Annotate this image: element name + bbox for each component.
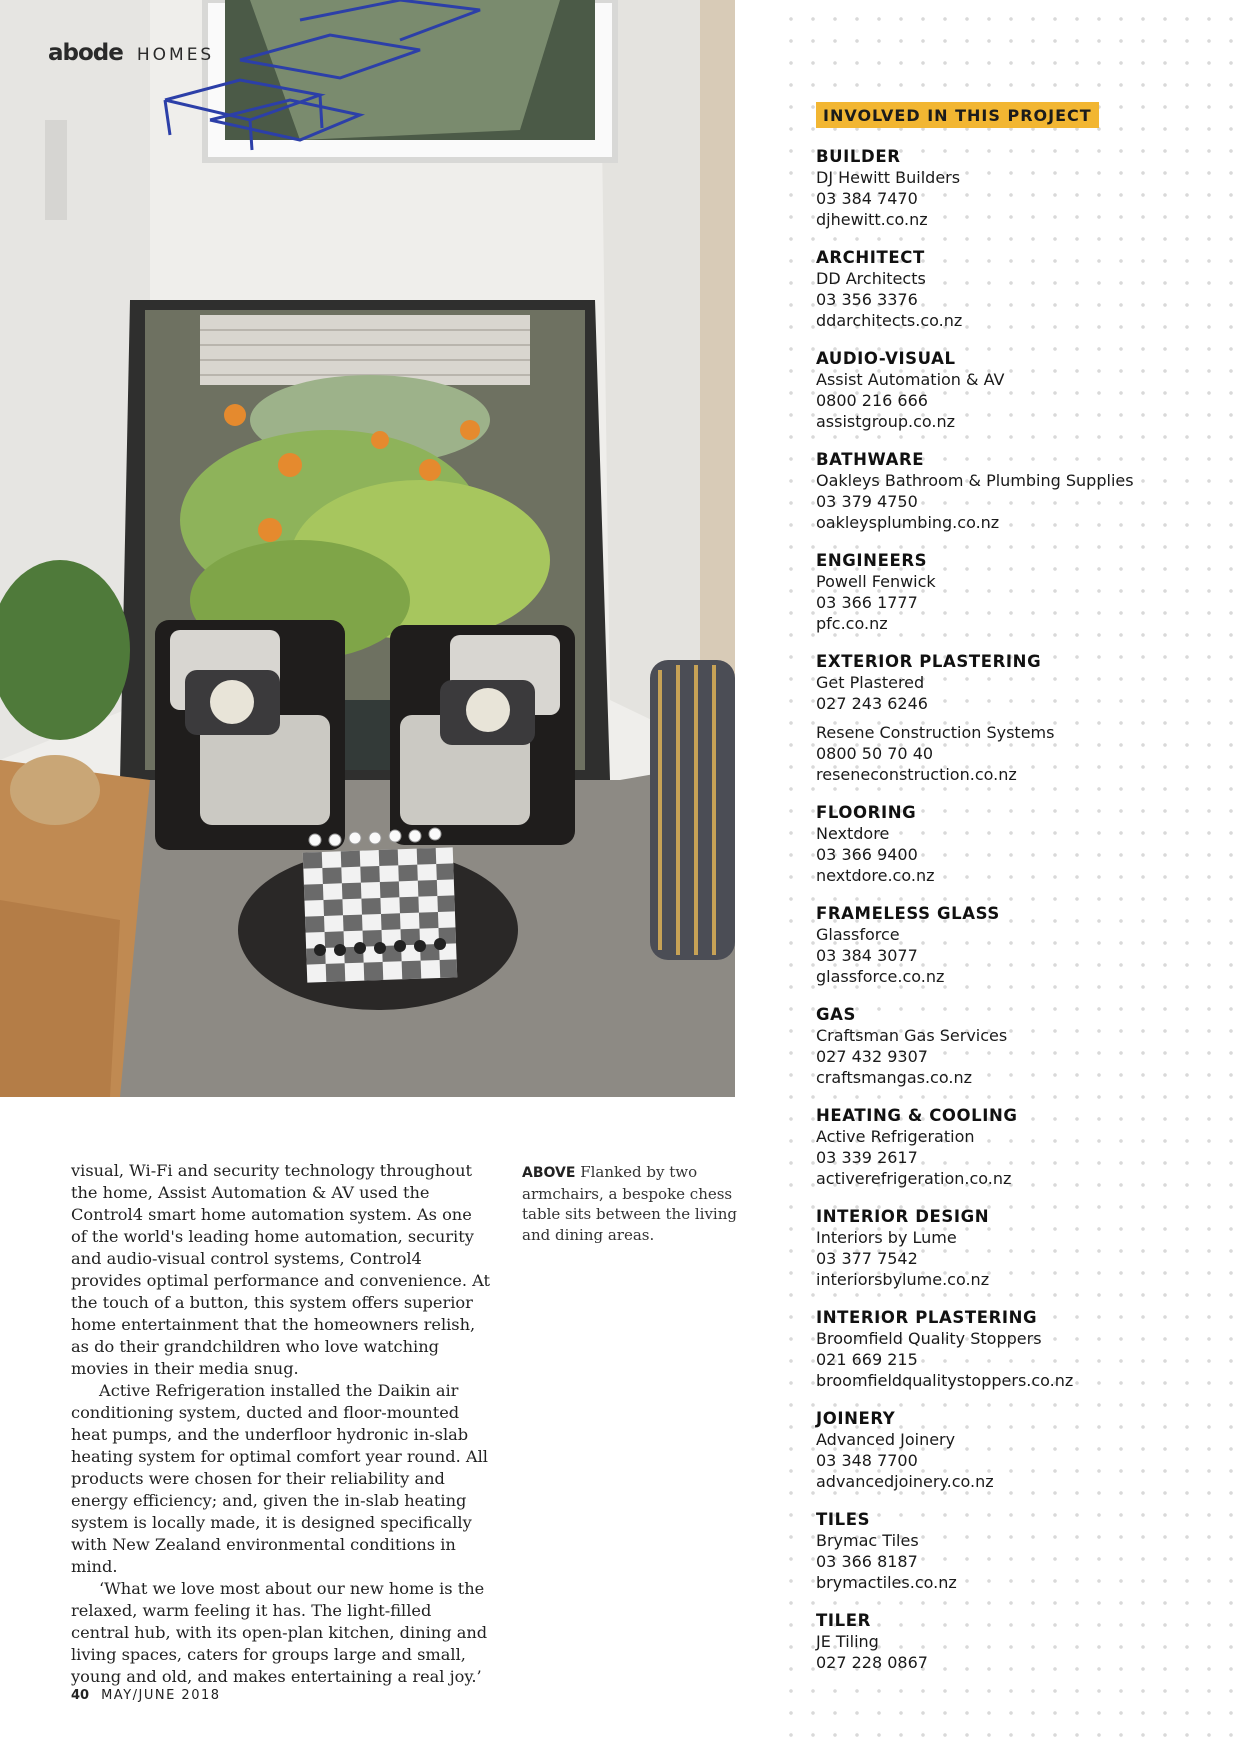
firm-phone: 03 366 9400 [816, 845, 918, 864]
credit-category: BUILDER [816, 147, 901, 166]
firm-name: Brymac Tiles [816, 1531, 919, 1550]
firm-phone: 027 243 6246 [816, 694, 928, 713]
body-paragraph: Active Refrigeration installed the Daikin air conditioning system, ducted and floor-mounted heat pumps, and the underfloor hydronic in-slab heating system for optimal comfort year round. All products were chosen for their reliability and energy efficiency; and, given the in-slab heating system is locally made, it is designed specifically with New Zealand environmental conditions in mind. [71, 1381, 488, 1576]
credit-entry-builder [816, 146, 1236, 230]
firm-name: Assist Automation & AV [816, 370, 1005, 389]
sidebar-heading: INVOLVED IN THIS PROJECT [816, 102, 1099, 128]
firm-website[interactable]: ddarchitects.co.nz [816, 311, 963, 330]
credit-entry-audio-visual [816, 348, 1236, 432]
firm-website[interactable]: interiorsbylume.co.nz [816, 1270, 990, 1289]
body-text-column [71, 1160, 491, 1688]
firm-website[interactable]: assistgroup.co.nz [816, 412, 956, 431]
credit-entry-architect [816, 247, 1236, 331]
credit-entry-bathware [816, 449, 1236, 533]
firm-website[interactable]: activerefrigeration.co.nz [816, 1169, 1012, 1188]
firm-website[interactable]: craftsmangas.co.nz [816, 1068, 972, 1087]
credit-firm [816, 1328, 1236, 1391]
firm-name: DD Architects [816, 269, 926, 288]
firm-website[interactable]: advancedjoinery.co.nz [816, 1472, 994, 1491]
firm-name: Advanced Joinery [816, 1430, 956, 1449]
credit-firm [816, 268, 1236, 331]
credit-category: BATHWARE [816, 450, 925, 469]
credit-category: AUDIO-VISUAL [816, 349, 956, 368]
firm-name: Interiors by Lume [816, 1228, 957, 1247]
firm-name: DJ Hewitt Builders [816, 168, 961, 187]
credit-firm [816, 1025, 1236, 1088]
firm-phone: 027 228 0867 [816, 1653, 928, 1672]
firm-website[interactable]: djhewitt.co.nz [816, 210, 928, 229]
credit-category: JOINERY [816, 1409, 896, 1428]
firm-name: Resene Construction Systems [816, 723, 1055, 742]
credit-category: FRAMELESS GLASS [816, 904, 1000, 923]
firm-website[interactable]: glassforce.co.nz [816, 967, 945, 986]
section-label: HOMES [136, 45, 215, 65]
firm-phone: 021 669 215 [816, 1350, 918, 1369]
body-paragraph: ‘What we love most about our new home is the relaxed, warm feeling it has. The light-filled central hub, with its open-plan kitchen, dining and living spaces, caters for groups large and small, young and old, and makes entertaining a real joy.’ [71, 1579, 488, 1686]
firm-phone: 03 379 4750 [816, 492, 918, 511]
firm-website[interactable]: pfc.co.nz [816, 614, 888, 633]
credit-firm [816, 167, 1236, 230]
credit-firm [816, 1530, 1236, 1593]
masthead [48, 40, 214, 66]
credit-category: TILER [816, 1611, 871, 1630]
credit-category: INTERIOR DESIGN [816, 1207, 990, 1226]
hero-photo [0, 0, 735, 1097]
firm-website[interactable]: broomfieldqualitystoppers.co.nz [816, 1371, 1074, 1390]
firm-phone: 03 366 8187 [816, 1552, 918, 1571]
caption-label: ABOVE [522, 1165, 576, 1181]
firm-website[interactable]: oakleysplumbing.co.nz [816, 513, 1000, 532]
credit-category: FLOORING [816, 803, 917, 822]
credit-entry-exterior-plastering [816, 651, 1236, 785]
firm-website[interactable]: brymactiles.co.nz [816, 1573, 957, 1592]
credit-firm [816, 1631, 1236, 1673]
firm-name: Nextdore [816, 824, 890, 843]
firm-name: Oakleys Bathroom & Plumbing Supplies [816, 471, 1134, 490]
firm-name: Powell Fenwick [816, 572, 936, 591]
firm-name: Glassforce [816, 925, 900, 944]
firm-phone: 03 384 7470 [816, 189, 918, 208]
credits-sidebar [776, 0, 1240, 1753]
firm-name: Broomfield Quality Stoppers [816, 1329, 1042, 1348]
brand-logo: abode [48, 40, 123, 66]
firm-phone: 027 432 9307 [816, 1047, 928, 1066]
credit-firm [816, 672, 1236, 714]
firm-website[interactable]: nextdore.co.nz [816, 866, 935, 885]
credit-firm [816, 924, 1236, 987]
firm-phone: 03 356 3376 [816, 290, 918, 309]
firm-phone: 0800 50 70 40 [816, 744, 934, 763]
photo-caption [522, 1162, 737, 1245]
caption-text: Flanked by two armchairs, a bespoke chess table sits between the living and dining areas. [522, 1163, 737, 1244]
credit-category: EXTERIOR PLASTERING [816, 652, 1042, 671]
firm-phone: 03 339 2617 [816, 1148, 918, 1167]
credit-firm [816, 470, 1236, 533]
firm-phone: 0800 216 666 [816, 391, 928, 410]
firm-phone: 03 377 7542 [816, 1249, 918, 1268]
firm-name: JE Tiling [816, 1632, 879, 1651]
credit-category: HEATING & COOLING [816, 1106, 1018, 1125]
credit-entry-tiler [816, 1610, 1236, 1673]
credit-firm [816, 722, 1236, 785]
body-paragraph: visual, Wi-Fi and security technology throughout the home, Assist Automation & AV used the Control4 smart home automation system. As one of the world's leading home automation, security and audio-visual control systems, Control4 provides optimal performance and convenience. At the touch of a button, this system offers superior home entertainment that the homeowners relish, as do their grandchildren who love watching movies in their media snug. [71, 1161, 491, 1378]
armchair-right [390, 625, 575, 845]
issue-date: MAY/JUNE 2018 [101, 1688, 221, 1703]
page-number: 40 [71, 1688, 90, 1703]
credit-entry-frameless-glass [816, 903, 1236, 987]
firm-name: Active Refrigeration [816, 1127, 975, 1146]
credit-entry-engineers [816, 550, 1236, 634]
credit-category: INTERIOR PLASTERING [816, 1308, 1038, 1327]
credit-entry-tiles [816, 1509, 1236, 1593]
credit-firm [816, 369, 1236, 432]
credit-firm [816, 571, 1236, 634]
credit-firm [816, 1429, 1236, 1492]
credit-entry-joinery [816, 1408, 1236, 1492]
credit-firm [816, 823, 1236, 886]
credit-category: GAS [816, 1005, 856, 1024]
firm-phone: 03 348 7700 [816, 1451, 918, 1470]
credit-entry-flooring [816, 802, 1236, 886]
credit-entry-heating-cooling [816, 1105, 1236, 1189]
credit-firm [816, 1227, 1236, 1290]
credit-entry-interior-plastering [816, 1307, 1236, 1391]
credit-entry-interior-design [816, 1206, 1236, 1290]
page-footer [71, 1688, 221, 1703]
firm-phone: 03 366 1777 [816, 593, 918, 612]
interior-photo-illustration [0, 0, 735, 1097]
armchair-left [155, 620, 345, 850]
credit-category: TILES [816, 1510, 871, 1529]
firm-name: Get Plastered [816, 673, 925, 692]
firm-phone: 03 384 3077 [816, 946, 918, 965]
credit-firm [816, 1126, 1236, 1189]
credit-entry-gas [816, 1004, 1236, 1088]
firm-website[interactable]: reseneconstruction.co.nz [816, 765, 1017, 784]
credit-category: ENGINEERS [816, 551, 928, 570]
credit-category: ARCHITECT [816, 248, 925, 267]
credits-list [816, 146, 1236, 1690]
firm-name: Craftsman Gas Services [816, 1026, 1008, 1045]
